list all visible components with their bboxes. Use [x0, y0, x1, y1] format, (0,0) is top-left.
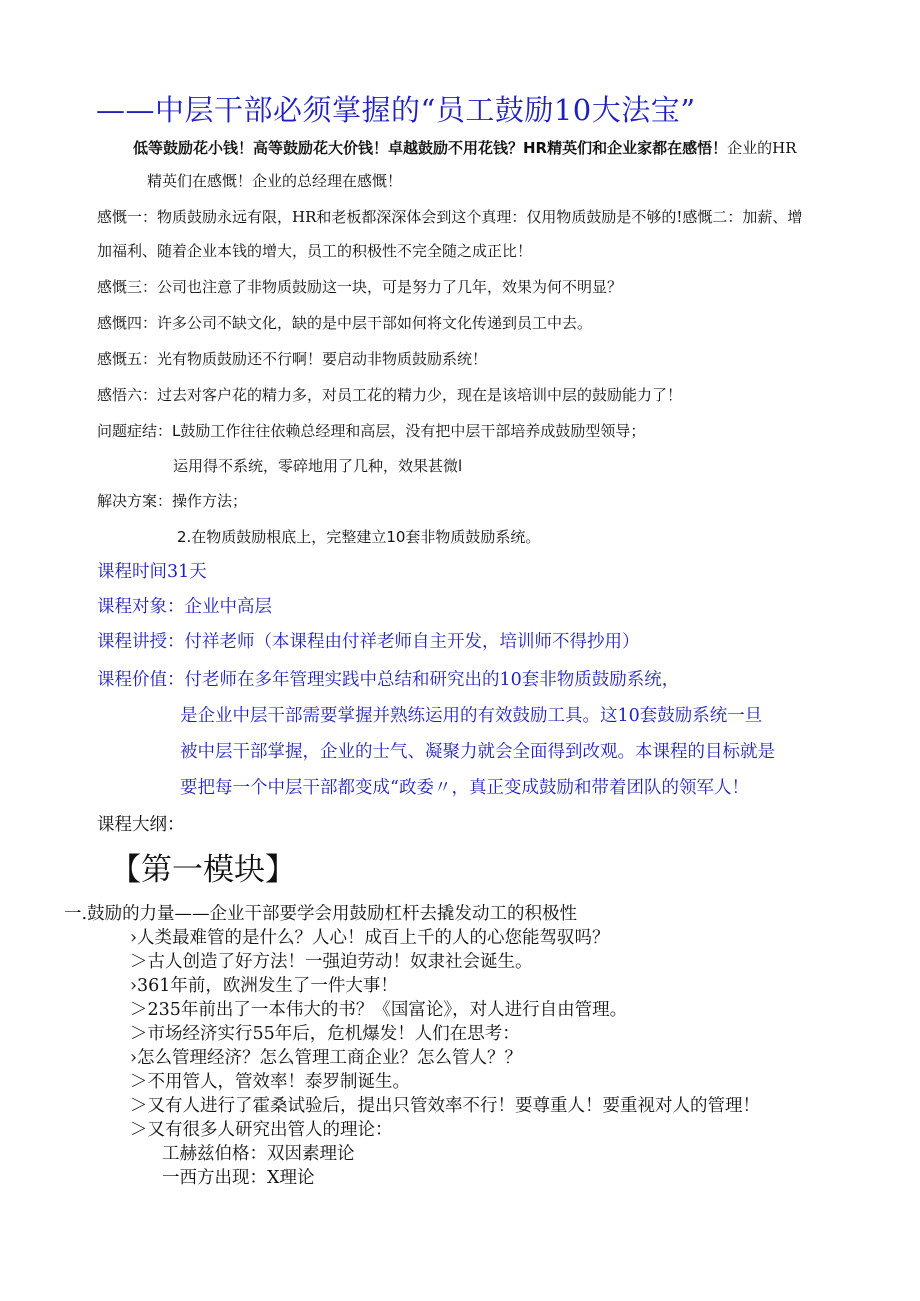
course-lecturer: 课程讲授：付祥老师（本课程由付祥老师自主开发，培训师不得抄用）	[97, 632, 640, 652]
list-item: ›人类最难管的是什么？人心！成百上千的人的心您能驾驭吗？	[130, 928, 610, 948]
intro-line-2: 精英们在感慨！企业的总经理在感慨！	[147, 172, 403, 190]
intro-tail-text: 企业的HR	[727, 139, 797, 157]
course-value-line-2: 是企业中层干部需要掌握并熟练运用的有效鼓励工具。这10套鼓励系统一旦	[180, 706, 763, 726]
problem-line-1: 问题症结：L鼓励工作往往依赖总经理和高层，没有把中层干部培养成鼓励型领导；	[97, 422, 646, 440]
course-value-line-3: 被中层干部掌握，企业的士气、凝聚力就会全面得到改观。本课程的目标就是	[180, 742, 775, 762]
course-time: 课程时间31天	[97, 562, 207, 582]
list-item: ＞235年前出了一本伟大的书？《国富论》，对人进行自由管理。	[130, 1000, 628, 1020]
list-item: ›怎么管理经济？怎么管理工商企业？怎么管人？？	[130, 1048, 522, 1068]
solution-line-1: 解决方案：操作方法；	[97, 492, 248, 510]
list-item: ＞又有很多人研究出管人的理论：	[130, 1120, 393, 1140]
document-title: ——中层干部必须掌握的“员工鼓励10大法宝”	[96, 93, 696, 127]
feeling-line-6: 感悟六：过去对客户花的精力多，对员工花的精力少，现在是该培训中层的鼓励能力了！	[97, 386, 683, 404]
feeling-line-2: 加福利、随着企业本钱的增大，员工的积极性不完全随之成正比！	[97, 242, 533, 260]
sub-list-item: 一西方出现：X理论	[162, 1168, 315, 1188]
course-audience: 课程对象：企业中高层	[97, 597, 272, 617]
list-item: ＞古人创造了好方法！一强迫劳动！奴隶社会诞生。	[130, 952, 533, 972]
course-value-line-1: 课程价值：付老师在多年管理实践中总结和研究出的10套非物质鼓励系统，	[97, 670, 680, 690]
solution-line-2: 2.在物质鼓励根底上，完整建立10套非物质鼓励系统。	[177, 528, 541, 546]
list-item: ＞不用管人，管效率！泰罗制诞生。	[130, 1072, 410, 1092]
feeling-line-3: 感慨三：公司也注意了非物质鼓励这一块，可是努力了几年，效果为何不明显？	[97, 278, 623, 296]
course-value-line-4: 要把每一个中层干部都变成“政委〃，真正变成鼓励和带着团队的领军人！	[180, 778, 749, 798]
feeling-line-5: 感慨五：光有物质鼓励还不行啊！要启动非物质鼓励系统！	[97, 350, 488, 368]
sub-list-item: 工赫兹伯格：双因素理论	[162, 1144, 355, 1164]
course-outline-label: 课程大纲：	[97, 815, 185, 835]
list-item: ＞市场经济实行55年后，危机爆发！人们在思考：	[130, 1024, 520, 1044]
feeling-line-4: 感慨四：许多公司不缺文化，缺的是中层干部如何将文化传递到员工中去。	[97, 314, 593, 332]
intro-line-1	[133, 139, 797, 157]
module-heading: 【第一模块】	[110, 852, 296, 888]
intro-bold-text: 低等鼓励花小钱！高等鼓励花大价钱！卓越鼓励不用花钱？HR精英们和企业家都在感悟！	[133, 139, 728, 157]
list-item: ＞又有人进行了霍桑试验后，提出只管效率不行！要尊重人！要重视对人的管理！	[130, 1096, 760, 1116]
problem-line-2: 运用得不系统，零碎地用了几种，效果甚微l	[173, 457, 463, 475]
section-heading: 一.鼓励的力量——企业干部要学会用鼓励杠杆去撬发动工的积极性	[64, 904, 578, 924]
feeling-line-1: 感慨一：物质鼓励永远有限，HR和老板都深深体会到这个真理：仅用物质鼓励是不够的!感慨二：加薪、增	[97, 208, 803, 226]
list-item: ›361年前，欧洲发生了一件大事！	[130, 976, 398, 996]
